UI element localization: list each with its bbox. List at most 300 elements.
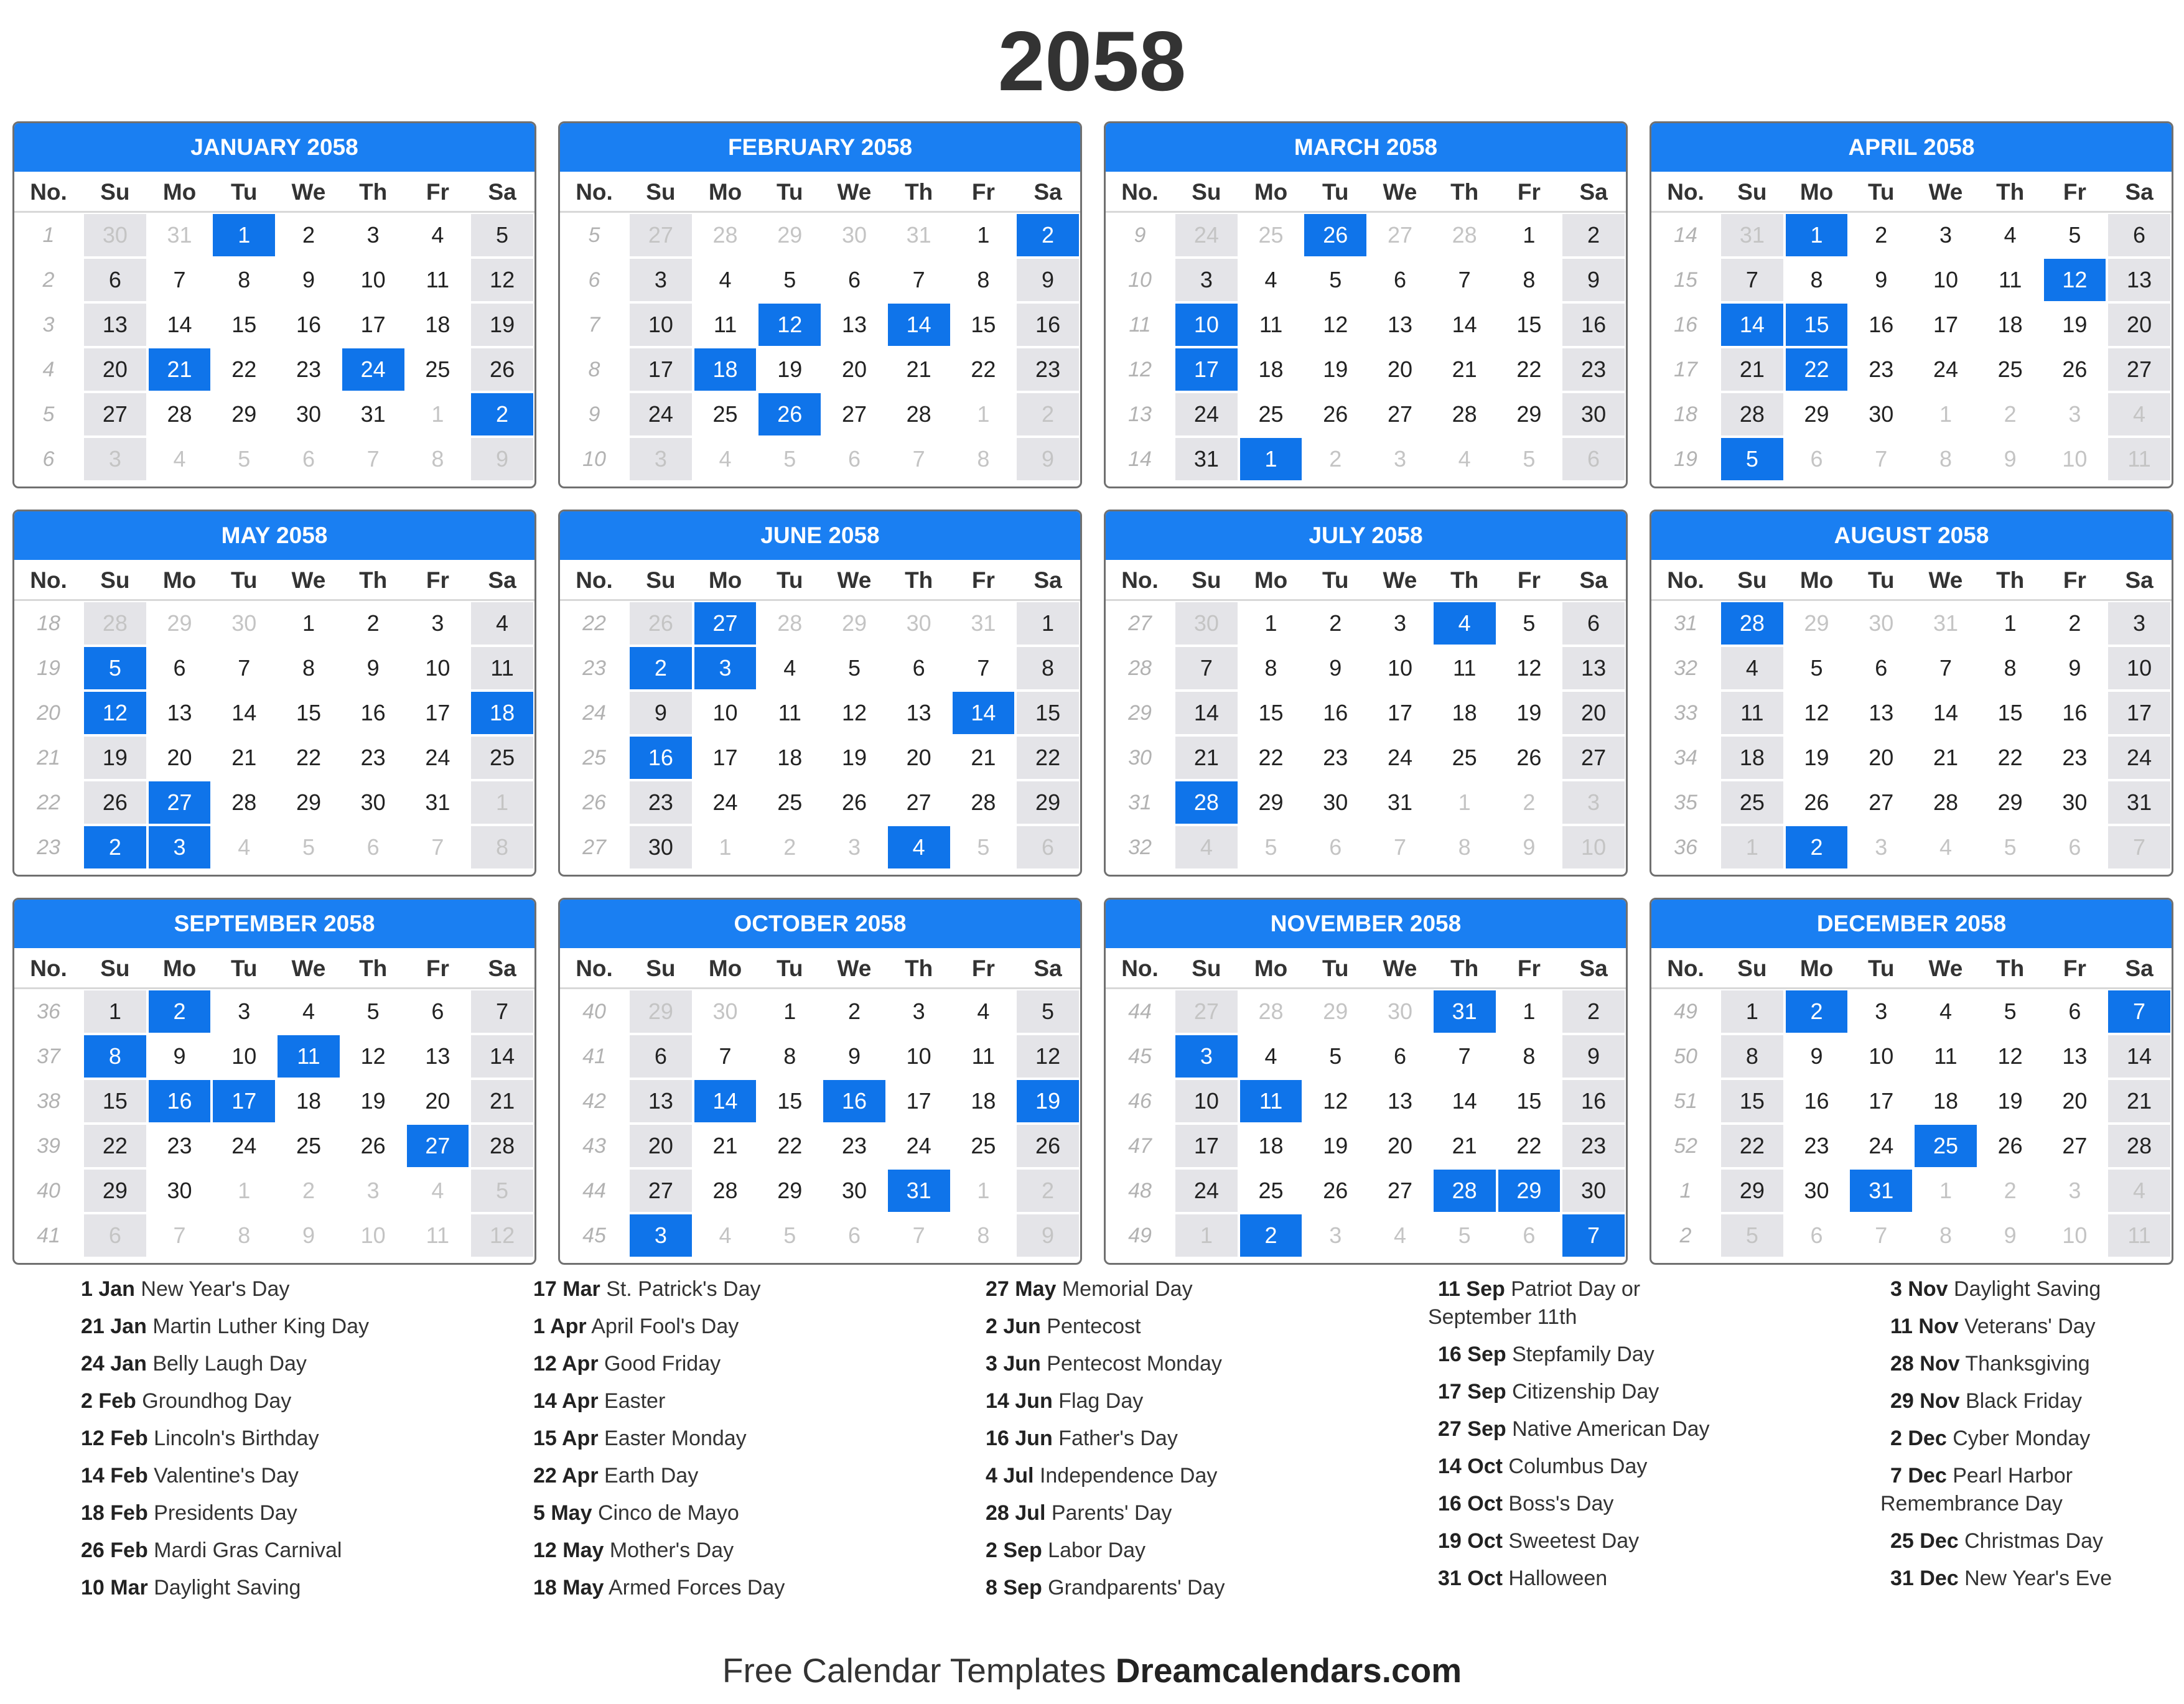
day-cell[interactable]: 17 [1387, 700, 1412, 725]
day-cell[interactable]: 10 [906, 1043, 931, 1069]
day-cell[interactable]: 8 [238, 267, 251, 292]
day-cell[interactable]: 27 [2108, 348, 2170, 391]
day-cell[interactable]: 28 [971, 789, 996, 815]
day-cell[interactable]: 28 [1258, 999, 1284, 1024]
day-cell[interactable]: 16 [1562, 304, 1625, 346]
day-cell[interactable]: 7 [1458, 1043, 1471, 1069]
day-cell[interactable]: 5 [1810, 655, 1823, 681]
day-cell[interactable]: 31 [1721, 214, 1783, 256]
day-cell[interactable]: 4 [977, 999, 990, 1024]
day-cell[interactable]: 24 [906, 1133, 931, 1158]
day-cell[interactable]: 26 [2062, 356, 2088, 382]
day-cell[interactable]: 20 [1562, 692, 1625, 734]
day-cell[interactable]: 18 [1933, 1088, 1958, 1114]
day-cell[interactable]: 4 [173, 446, 186, 472]
day-cell[interactable]: 1 [1721, 826, 1783, 868]
day-cell[interactable]: 31 [167, 222, 192, 248]
day-cell[interactable]: 9 [1562, 259, 1625, 301]
day-cell[interactable]: 7 [366, 446, 380, 472]
day-cell[interactable]: 13 [2108, 259, 2170, 301]
day-cell[interactable]: 30 [1562, 393, 1625, 435]
day-cell[interactable]: 24 [630, 393, 692, 435]
holiday-day-cell[interactable]: 12 [758, 304, 821, 346]
day-cell[interactable]: 11 [1721, 692, 1783, 734]
holiday-day-cell[interactable]: 27 [407, 1125, 469, 1167]
day-cell[interactable]: 13 [906, 700, 931, 725]
day-cell[interactable]: 18 [1258, 356, 1284, 382]
day-cell[interactable]: 24 [1175, 393, 1238, 435]
holiday-day-cell[interactable]: 15 [1786, 304, 1848, 346]
holiday-day-cell[interactable]: 16 [823, 1080, 885, 1122]
day-cell[interactable]: 13 [1869, 700, 1894, 725]
day-cell[interactable]: 22 [84, 1125, 146, 1167]
day-cell[interactable]: 2 [1562, 990, 1625, 1033]
day-cell[interactable]: 18 [1452, 700, 1477, 725]
day-cell[interactable]: 30 [630, 826, 692, 868]
day-cell[interactable]: 28 [84, 602, 146, 645]
day-cell[interactable]: 11 [1998, 267, 2022, 292]
day-cell[interactable]: 6 [173, 655, 186, 681]
day-cell[interactable]: 17 [906, 1088, 931, 1114]
day-cell[interactable]: 21 [2108, 1080, 2170, 1122]
day-cell[interactable]: 13 [425, 1043, 450, 1069]
day-cell[interactable]: 23 [1323, 745, 1348, 770]
day-cell[interactable]: 9 [1810, 1043, 1823, 1069]
day-cell[interactable]: 9 [173, 1043, 186, 1069]
day-cell[interactable]: 30 [1804, 1178, 1829, 1203]
day-cell[interactable]: 5 [847, 655, 861, 681]
holiday-day-cell[interactable]: 3 [1175, 1035, 1238, 1078]
day-cell[interactable]: 30 [231, 610, 257, 636]
day-cell[interactable]: 24 [1869, 1133, 1894, 1158]
day-cell[interactable]: 17 [2108, 692, 2170, 734]
day-cell[interactable]: 17 [712, 745, 738, 770]
day-cell[interactable]: 30 [1562, 1170, 1625, 1212]
day-cell[interactable]: 27 [841, 401, 867, 427]
day-cell[interactable]: 23 [841, 1133, 867, 1158]
day-cell[interactable]: 13 [1387, 1088, 1412, 1114]
day-cell[interactable]: 10 [630, 304, 692, 346]
day-cell[interactable]: 6 [847, 267, 861, 292]
holiday-day-cell[interactable]: 14 [694, 1080, 757, 1122]
day-cell[interactable]: 28 [1452, 222, 1477, 248]
day-cell[interactable]: 15 [1258, 700, 1284, 725]
day-cell[interactable]: 29 [1804, 401, 1829, 427]
day-cell[interactable]: 13 [84, 304, 146, 346]
holiday-day-cell[interactable]: 12 [84, 692, 146, 734]
holiday-day-cell[interactable]: 28 [1175, 781, 1238, 824]
holiday-day-cell[interactable]: 16 [149, 1080, 211, 1122]
day-cell[interactable]: 8 [431, 446, 444, 472]
day-cell[interactable]: 9 [1017, 438, 1079, 480]
day-cell[interactable]: 6 [847, 446, 861, 472]
day-cell[interactable]: 23 [630, 781, 692, 824]
day-cell[interactable]: 7 [471, 990, 533, 1033]
day-cell[interactable]: 12 [360, 1043, 386, 1069]
day-cell[interactable]: 9 [1329, 655, 1342, 681]
holiday-day-cell[interactable]: 2 [149, 990, 211, 1033]
day-cell[interactable]: 5 [1329, 1043, 1342, 1069]
day-cell[interactable]: 30 [1869, 610, 1894, 636]
day-cell[interactable]: 4 [1264, 1043, 1277, 1069]
day-cell[interactable]: 7 [912, 267, 925, 292]
day-cell[interactable]: 21 [1452, 356, 1477, 382]
day-cell[interactable]: 29 [630, 990, 692, 1033]
day-cell[interactable]: 31 [2108, 781, 2170, 824]
day-cell[interactable]: 2 [302, 222, 315, 248]
day-cell[interactable]: 2 [847, 999, 861, 1024]
day-cell[interactable]: 1 [302, 610, 315, 636]
day-cell[interactable]: 6 [1393, 267, 1406, 292]
day-cell[interactable]: 22 [1997, 745, 2023, 770]
day-cell[interactable]: 27 [84, 393, 146, 435]
day-cell[interactable]: 30 [841, 222, 867, 248]
day-cell[interactable]: 5 [302, 834, 315, 860]
day-cell[interactable]: 21 [906, 356, 931, 382]
day-cell[interactable]: 15 [1721, 1080, 1783, 1122]
day-cell[interactable]: 8 [1939, 446, 1952, 472]
day-cell[interactable]: 4 [431, 222, 444, 248]
day-cell[interactable]: 1 [2004, 610, 2017, 636]
day-cell[interactable]: 2 [1017, 393, 1079, 435]
day-cell[interactable]: 12 [1516, 655, 1542, 681]
holiday-day-cell[interactable]: 25 [1915, 1125, 1977, 1167]
day-cell[interactable]: 19 [1804, 745, 1829, 770]
day-cell[interactable]: 13 [630, 1080, 692, 1122]
day-cell[interactable]: 17 [1869, 1088, 1894, 1114]
day-cell[interactable]: 25 [1258, 1178, 1284, 1203]
day-cell[interactable]: 31 [1387, 789, 1412, 815]
day-cell[interactable]: 1 [1721, 990, 1783, 1033]
day-cell[interactable]: 22 [1516, 356, 1542, 382]
holiday-day-cell[interactable]: 4 [888, 826, 950, 868]
day-cell[interactable]: 4 [1939, 834, 1952, 860]
day-cell[interactable]: 25 [1452, 745, 1477, 770]
day-cell[interactable]: 19 [1323, 356, 1348, 382]
day-cell[interactable]: 23 [1804, 1133, 1829, 1158]
day-cell[interactable]: 8 [1458, 834, 1471, 860]
day-cell[interactable]: 26 [1997, 1133, 2023, 1158]
day-cell[interactable]: 13 [167, 700, 192, 725]
day-cell[interactable]: 27 [1387, 1178, 1412, 1203]
day-cell[interactable]: 9 [1523, 834, 1536, 860]
day-cell[interactable]: 2 [1523, 789, 1536, 815]
day-cell[interactable]: 9 [1017, 1214, 1079, 1257]
day-cell[interactable]: 15 [231, 312, 257, 337]
day-cell[interactable]: 14 [1452, 1088, 1477, 1114]
holiday-day-cell[interactable]: 16 [630, 737, 692, 779]
day-cell[interactable]: 6 [302, 446, 315, 472]
holiday-day-cell[interactable]: 2 [1786, 826, 1848, 868]
day-cell[interactable]: 8 [2004, 655, 2017, 681]
day-cell[interactable]: 1 [84, 990, 146, 1033]
day-cell[interactable]: 20 [841, 356, 867, 382]
footer-site-link[interactable]: Dreamcalendars.com [1115, 1651, 1462, 1690]
day-cell[interactable]: 10 [1933, 267, 1958, 292]
day-cell[interactable]: 4 [1393, 1222, 1406, 1248]
day-cell[interactable]: 28 [1933, 789, 1958, 815]
day-cell[interactable]: 24 [1387, 745, 1412, 770]
day-cell[interactable]: 6 [2108, 214, 2170, 256]
day-cell[interactable]: 27 [630, 214, 692, 256]
day-cell[interactable]: 5 [977, 834, 990, 860]
day-cell[interactable]: 12 [1017, 1035, 1079, 1078]
day-cell[interactable]: 6 [1329, 834, 1342, 860]
day-cell[interactable]: 3 [1562, 781, 1625, 824]
day-cell[interactable]: 3 [1393, 446, 1406, 472]
holiday-day-cell[interactable]: 8 [84, 1035, 146, 1078]
holiday-day-cell[interactable]: 28 [1721, 602, 1783, 645]
holiday-day-cell[interactable]: 12 [2044, 259, 2106, 301]
holiday-day-cell[interactable]: 18 [694, 348, 757, 391]
day-cell[interactable]: 17 [630, 348, 692, 391]
day-cell[interactable]: 10 [2108, 647, 2170, 689]
day-cell[interactable]: 2 [2004, 401, 2017, 427]
holiday-day-cell[interactable]: 14 [1721, 304, 1783, 346]
day-cell[interactable]: 30 [1175, 602, 1238, 645]
day-cell[interactable]: 1 [719, 834, 732, 860]
day-cell[interactable]: 25 [471, 737, 533, 779]
day-cell[interactable]: 8 [977, 1222, 990, 1248]
day-cell[interactable]: 26 [471, 348, 533, 391]
day-cell[interactable]: 15 [296, 700, 321, 725]
holiday-day-cell[interactable]: 31 [1434, 990, 1496, 1033]
day-cell[interactable]: 20 [1869, 745, 1894, 770]
day-cell[interactable]: 3 [366, 222, 380, 248]
day-cell[interactable]: 23 [167, 1133, 192, 1158]
day-cell[interactable]: 23 [1869, 356, 1894, 382]
day-cell[interactable]: 6 [1810, 1222, 1823, 1248]
day-cell[interactable]: 18 [1721, 737, 1783, 779]
day-cell[interactable]: 1 [977, 401, 990, 427]
day-cell[interactable]: 22 [1017, 737, 1079, 779]
day-cell[interactable]: 14 [1175, 692, 1238, 734]
day-cell[interactable]: 7 [1458, 267, 1471, 292]
day-cell[interactable]: 3 [1875, 834, 1888, 860]
day-cell[interactable]: 24 [1175, 214, 1238, 256]
day-cell[interactable]: 10 [1562, 826, 1625, 868]
day-cell[interactable]: 22 [1721, 1125, 1783, 1167]
day-cell[interactable]: 12 [1323, 1088, 1348, 1114]
holiday-day-cell[interactable]: 17 [1175, 348, 1238, 391]
day-cell[interactable]: 23 [2062, 745, 2088, 770]
day-cell[interactable]: 25 [1721, 781, 1783, 824]
day-cell[interactable]: 21 [1933, 745, 1958, 770]
day-cell[interactable]: 26 [841, 789, 867, 815]
day-cell[interactable]: 6 [2068, 999, 2081, 1024]
day-cell[interactable]: 19 [471, 304, 533, 346]
day-cell[interactable]: 24 [231, 1133, 257, 1158]
day-cell[interactable]: 25 [425, 356, 450, 382]
day-cell[interactable]: 20 [425, 1088, 450, 1114]
day-cell[interactable]: 14 [1452, 312, 1477, 337]
day-cell[interactable]: 12 [841, 700, 867, 725]
day-cell[interactable]: 28 [167, 401, 192, 427]
day-cell[interactable]: 31 [906, 222, 931, 248]
day-cell[interactable]: 3 [1329, 1222, 1342, 1248]
day-cell[interactable]: 8 [1721, 1035, 1783, 1078]
day-cell[interactable]: 4 [1939, 999, 1952, 1024]
day-cell[interactable]: 7 [912, 446, 925, 472]
day-cell[interactable]: 6 [1393, 1043, 1406, 1069]
holiday-day-cell[interactable]: 1 [1786, 214, 1848, 256]
day-cell[interactable]: 6 [847, 1222, 861, 1248]
day-cell[interactable]: 21 [1721, 348, 1783, 391]
day-cell[interactable]: 9 [2004, 1222, 2017, 1248]
day-cell[interactable]: 12 [471, 1214, 533, 1257]
holiday-day-cell[interactable]: 19 [1017, 1080, 1079, 1122]
day-cell[interactable]: 1 [471, 781, 533, 824]
day-cell[interactable]: 15 [1516, 1088, 1542, 1114]
holiday-day-cell[interactable]: 27 [149, 781, 211, 824]
day-cell[interactable]: 24 [712, 789, 738, 815]
day-cell[interactable]: 4 [1264, 267, 1277, 292]
day-cell[interactable]: 8 [1810, 267, 1823, 292]
day-cell[interactable]: 30 [712, 999, 738, 1024]
day-cell[interactable]: 14 [1933, 700, 1958, 725]
day-cell[interactable]: 7 [912, 1222, 925, 1248]
day-cell[interactable]: 17 [1933, 312, 1958, 337]
day-cell[interactable]: 12 [1997, 1043, 2023, 1069]
day-cell[interactable]: 16 [296, 312, 321, 337]
day-cell[interactable]: 2 [1562, 214, 1625, 256]
day-cell[interactable]: 3 [912, 999, 925, 1024]
day-cell[interactable]: 27 [1387, 222, 1412, 248]
day-cell[interactable]: 5 [1523, 610, 1536, 636]
day-cell[interactable]: 6 [431, 999, 444, 1024]
day-cell[interactable]: 30 [2062, 789, 2088, 815]
day-cell[interactable]: 1 [1939, 1178, 1952, 1203]
day-cell[interactable]: 7 [1175, 647, 1238, 689]
day-cell[interactable]: 28 [712, 222, 738, 248]
day-cell[interactable]: 21 [971, 745, 996, 770]
day-cell[interactable]: 1 [977, 1178, 990, 1203]
day-cell[interactable]: 23 [360, 745, 386, 770]
day-cell[interactable]: 19 [84, 737, 146, 779]
day-cell[interactable]: 13 [1562, 647, 1625, 689]
day-cell[interactable]: 25 [1258, 222, 1284, 248]
day-cell[interactable]: 14 [167, 312, 192, 337]
day-cell[interactable]: 11 [713, 312, 737, 337]
day-cell[interactable]: 11 [778, 700, 801, 725]
day-cell[interactable]: 25 [1997, 356, 2023, 382]
day-cell[interactable]: 8 [302, 655, 315, 681]
day-cell[interactable]: 4 [2108, 1170, 2170, 1212]
day-cell[interactable]: 29 [231, 401, 257, 427]
day-cell[interactable]: 27 [2062, 1133, 2088, 1158]
day-cell[interactable]: 29 [84, 1170, 146, 1212]
day-cell[interactable]: 7 [1393, 834, 1406, 860]
day-cell[interactable]: 25 [777, 789, 803, 815]
day-cell[interactable]: 23 [1562, 1125, 1625, 1167]
day-cell[interactable]: 19 [1516, 700, 1542, 725]
day-cell[interactable]: 29 [777, 1178, 803, 1203]
day-cell[interactable]: 4 [719, 1222, 732, 1248]
day-cell[interactable]: 6 [2068, 834, 2081, 860]
day-cell[interactable]: 16 [1323, 700, 1348, 725]
day-cell[interactable]: 8 [1939, 1222, 1952, 1248]
day-cell[interactable]: 11 [971, 1043, 996, 1069]
day-cell[interactable]: 11 [1452, 655, 1477, 681]
day-cell[interactable]: 4 [719, 267, 732, 292]
day-cell[interactable]: 18 [1997, 312, 2023, 337]
day-cell[interactable]: 8 [977, 267, 990, 292]
day-cell[interactable]: 17 [425, 700, 450, 725]
day-cell[interactable]: 16 [1869, 312, 1894, 337]
day-cell[interactable]: 5 [2068, 222, 2081, 248]
day-cell[interactable]: 26 [360, 1133, 386, 1158]
day-cell[interactable]: 1 [1939, 401, 1952, 427]
day-cell[interactable]: 29 [1516, 401, 1542, 427]
holiday-day-cell[interactable]: 21 [149, 348, 211, 391]
day-cell[interactable]: 1 [1523, 222, 1536, 248]
day-cell[interactable]: 29 [777, 222, 803, 248]
day-cell[interactable]: 14 [471, 1035, 533, 1078]
day-cell[interactable]: 22 [1516, 1133, 1542, 1158]
day-cell[interactable]: 30 [841, 1178, 867, 1203]
day-cell[interactable]: 2 [1017, 1170, 1079, 1212]
day-cell[interactable]: 30 [167, 1178, 192, 1203]
day-cell[interactable]: 15 [84, 1080, 146, 1122]
day-cell[interactable]: 28 [2108, 1125, 2170, 1167]
day-cell[interactable]: 3 [630, 259, 692, 301]
day-cell[interactable]: 7 [173, 1222, 186, 1248]
day-cell[interactable]: 27 [1562, 737, 1625, 779]
day-cell[interactable]: 7 [1875, 1222, 1888, 1248]
day-cell[interactable]: 27 [630, 1170, 692, 1212]
day-cell[interactable]: 7 [1875, 446, 1888, 472]
day-cell[interactable]: 10 [231, 1043, 257, 1069]
day-cell[interactable]: 5 [471, 1170, 533, 1212]
day-cell[interactable]: 6 [1523, 1222, 1536, 1248]
day-cell[interactable]: 12 [471, 259, 533, 301]
day-cell[interactable]: 27 [1387, 401, 1412, 427]
holiday-day-cell[interactable]: 3 [694, 647, 757, 689]
holiday-day-cell[interactable]: 7 [1562, 1214, 1625, 1257]
day-cell[interactable]: 6 [1875, 655, 1888, 681]
day-cell[interactable]: 10 [2062, 446, 2088, 472]
day-cell[interactable]: 19 [2062, 312, 2088, 337]
day-cell[interactable]: 26 [630, 602, 692, 645]
day-cell[interactable]: 1 [783, 999, 796, 1024]
day-cell[interactable]: 29 [1804, 610, 1829, 636]
day-cell[interactable]: 10 [712, 700, 738, 725]
day-cell[interactable]: 1 [1175, 1214, 1238, 1257]
day-cell[interactable]: 30 [1387, 999, 1412, 1024]
day-cell[interactable]: 3 [630, 438, 692, 480]
day-cell[interactable]: 27 [1175, 990, 1238, 1033]
day-cell[interactable]: 15 [1516, 312, 1542, 337]
day-cell[interactable]: 30 [360, 789, 386, 815]
day-cell[interactable]: 26 [1323, 1178, 1348, 1203]
holiday-day-cell[interactable]: 18 [471, 692, 533, 734]
day-cell[interactable]: 3 [847, 834, 861, 860]
holiday-day-cell[interactable]: 26 [758, 393, 821, 435]
holiday-day-cell[interactable]: 3 [630, 1214, 692, 1257]
day-cell[interactable]: 29 [1997, 789, 2023, 815]
day-cell[interactable]: 20 [1387, 1133, 1412, 1158]
day-cell[interactable]: 7 [2108, 826, 2170, 868]
holiday-day-cell[interactable]: 17 [213, 1080, 275, 1122]
day-cell[interactable]: 4 [302, 999, 315, 1024]
day-cell[interactable]: 31 [971, 610, 996, 636]
day-cell[interactable]: 24 [2108, 737, 2170, 779]
day-cell[interactable]: 19 [1997, 1088, 2023, 1114]
day-cell[interactable]: 2 [302, 1178, 315, 1203]
day-cell[interactable]: 10 [360, 267, 386, 292]
holiday-day-cell[interactable]: 2 [471, 393, 533, 435]
day-cell[interactable]: 30 [84, 214, 146, 256]
